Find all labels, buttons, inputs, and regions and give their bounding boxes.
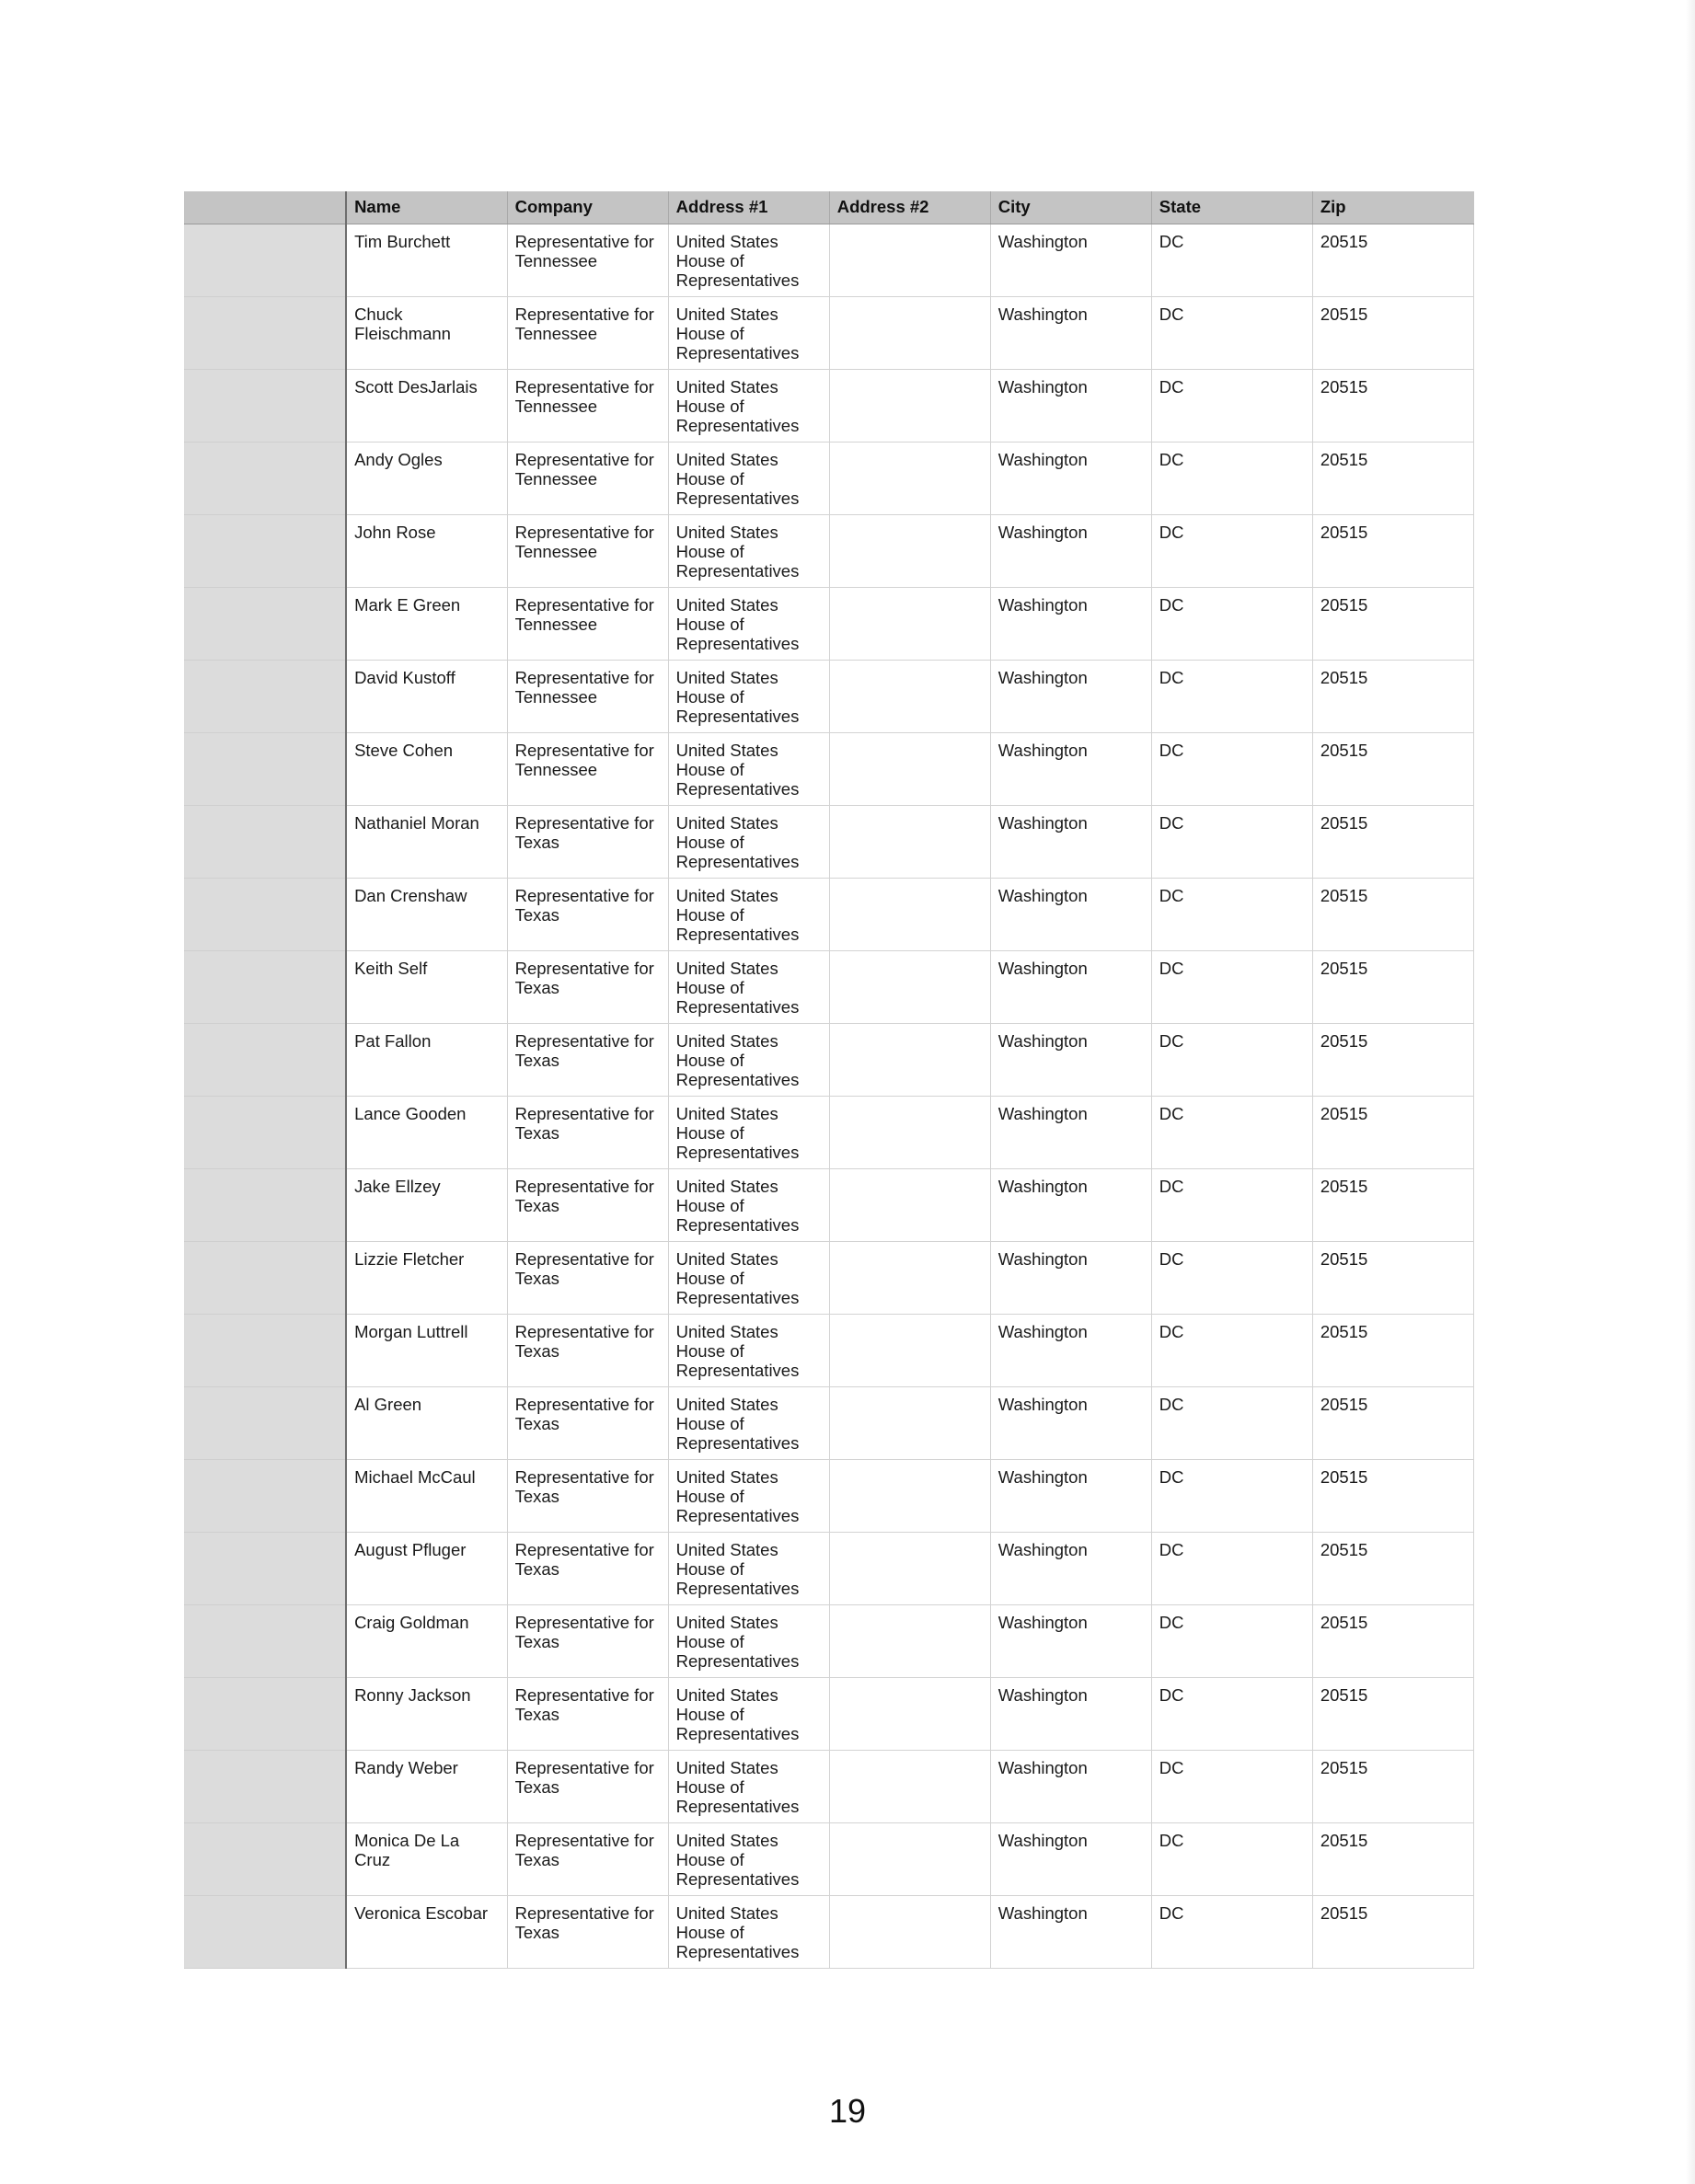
- cell-zip: 20515: [1312, 514, 1473, 587]
- cell-address2: [829, 1314, 990, 1386]
- cell-company: Representative for Tennessee: [507, 660, 668, 732]
- table-row: [184, 1532, 1474, 1604]
- cell-city: Washington: [990, 296, 1151, 369]
- cell-name: Chuck Fleischmann: [346, 296, 507, 369]
- cell-zip: 20515: [1312, 1895, 1473, 1968]
- cell-city: Washington: [990, 1096, 1151, 1168]
- cell-zip: 20515: [1312, 805, 1473, 878]
- cell-address1: United States House of Representatives: [668, 1459, 829, 1532]
- cell-city: Washington: [990, 878, 1151, 950]
- table-row: [184, 1895, 1474, 1968]
- table-row: [184, 514, 1474, 587]
- cell-name: Veronica Escobar: [346, 1895, 507, 1968]
- cell-name: Nathaniel Moran: [346, 805, 507, 878]
- cell-name: Craig Goldman: [346, 1604, 507, 1677]
- cell-name: Steve Cohen: [346, 732, 507, 805]
- cell-state: DC: [1151, 878, 1312, 950]
- table-row: [184, 296, 1474, 369]
- contacts-table: [184, 191, 1474, 1969]
- cell-zip: 20515: [1312, 1532, 1473, 1604]
- cell-address1: United States House of Representatives: [668, 1096, 829, 1168]
- cell-company: Representative for Tennessee: [507, 369, 668, 442]
- row-header-cell: [184, 1677, 346, 1750]
- row-header-cell: [184, 587, 346, 660]
- table-row: [184, 224, 1474, 296]
- cell-state: DC: [1151, 1604, 1312, 1677]
- cell-address1: United States House of Representatives: [668, 1168, 829, 1241]
- cell-zip: 20515: [1312, 442, 1473, 514]
- cell-zip: 20515: [1312, 1023, 1473, 1096]
- cell-address1: United States House of Representatives: [668, 369, 829, 442]
- table-row: [184, 878, 1474, 950]
- cell-city: Washington: [990, 1895, 1151, 1968]
- column-header-state: State: [1151, 191, 1312, 224]
- cell-state: DC: [1151, 1895, 1312, 1968]
- cell-address1: United States House of Representatives: [668, 805, 829, 878]
- cell-address1: United States House of Representatives: [668, 1532, 829, 1604]
- table-body: [184, 224, 1474, 1968]
- cell-company: Representative for Texas: [507, 1459, 668, 1532]
- cell-address2: [829, 1096, 990, 1168]
- cell-address1: United States House of Representatives: [668, 587, 829, 660]
- cell-zip: 20515: [1312, 1096, 1473, 1168]
- table-row: [184, 442, 1474, 514]
- cell-state: DC: [1151, 1168, 1312, 1241]
- cell-name: Jake Ellzey: [346, 1168, 507, 1241]
- cell-company: Representative for Tennessee: [507, 296, 668, 369]
- table-row: [184, 1096, 1474, 1168]
- row-header-cell: [184, 1023, 346, 1096]
- cell-address2: [829, 1677, 990, 1750]
- cell-address1: United States House of Representatives: [668, 224, 829, 296]
- cell-city: Washington: [990, 1604, 1151, 1677]
- page-edge-shadow: [1686, 0, 1695, 2184]
- column-header-address2: Address #2: [829, 191, 990, 224]
- cell-city: Washington: [990, 587, 1151, 660]
- cell-company: Representative for Texas: [507, 1023, 668, 1096]
- cell-name: Morgan Luttrell: [346, 1314, 507, 1386]
- cell-state: DC: [1151, 950, 1312, 1023]
- cell-address2: [829, 660, 990, 732]
- cell-address2: [829, 1168, 990, 1241]
- cell-address1: United States House of Representatives: [668, 878, 829, 950]
- cell-company: Representative for Tennessee: [507, 732, 668, 805]
- cell-address1: United States House of Representatives: [668, 442, 829, 514]
- row-header-cell: [184, 1386, 346, 1459]
- cell-address2: [829, 514, 990, 587]
- cell-address1: United States House of Representatives: [668, 1677, 829, 1750]
- row-header-cell: [184, 878, 346, 950]
- cell-address2: [829, 805, 990, 878]
- cell-state: DC: [1151, 1459, 1312, 1532]
- cell-company: Representative for Texas: [507, 950, 668, 1023]
- table-row: [184, 1604, 1474, 1677]
- cell-city: Washington: [990, 1023, 1151, 1096]
- cell-address1: United States House of Representatives: [668, 660, 829, 732]
- cell-company: Representative for Texas: [507, 1096, 668, 1168]
- row-header-cell: [184, 1096, 346, 1168]
- cell-address2: [829, 1532, 990, 1604]
- cell-state: DC: [1151, 514, 1312, 587]
- cell-address1: United States House of Representatives: [668, 1822, 829, 1895]
- table-row: [184, 369, 1474, 442]
- cell-state: DC: [1151, 1023, 1312, 1096]
- cell-zip: 20515: [1312, 1314, 1473, 1386]
- cell-company: Representative for Texas: [507, 1677, 668, 1750]
- cell-address2: [829, 224, 990, 296]
- cell-state: DC: [1151, 442, 1312, 514]
- cell-company: Representative for Tennessee: [507, 442, 668, 514]
- cell-company: Representative for Texas: [507, 1750, 668, 1822]
- cell-state: DC: [1151, 660, 1312, 732]
- cell-address1: United States House of Representatives: [668, 1604, 829, 1677]
- cell-zip: 20515: [1312, 1168, 1473, 1241]
- column-header-company: Company: [507, 191, 668, 224]
- cell-name: Lizzie Fletcher: [346, 1241, 507, 1314]
- cell-address2: [829, 732, 990, 805]
- cell-city: Washington: [990, 224, 1151, 296]
- cell-company: Representative for Texas: [507, 878, 668, 950]
- table-row: [184, 950, 1474, 1023]
- row-header-cell: [184, 805, 346, 878]
- cell-city: Washington: [990, 369, 1151, 442]
- row-header-cell: [184, 1459, 346, 1532]
- cell-zip: 20515: [1312, 1750, 1473, 1822]
- table-row: [184, 1168, 1474, 1241]
- row-header-corner: [184, 191, 346, 224]
- cell-address2: [829, 587, 990, 660]
- cell-name: Ronny Jackson: [346, 1677, 507, 1750]
- cell-zip: 20515: [1312, 587, 1473, 660]
- cell-address2: [829, 1822, 990, 1895]
- cell-name: Pat Fallon: [346, 1023, 507, 1096]
- table-row: [184, 1750, 1474, 1822]
- cell-name: Andy Ogles: [346, 442, 507, 514]
- cell-address2: [829, 369, 990, 442]
- cell-state: DC: [1151, 805, 1312, 878]
- cell-state: DC: [1151, 224, 1312, 296]
- cell-address1: United States House of Representatives: [668, 1386, 829, 1459]
- cell-zip: 20515: [1312, 1241, 1473, 1314]
- cell-zip: 20515: [1312, 660, 1473, 732]
- cell-state: DC: [1151, 1750, 1312, 1822]
- table-row: [184, 1822, 1474, 1895]
- cell-address2: [829, 878, 990, 950]
- row-header-cell: [184, 1314, 346, 1386]
- row-header-cell: [184, 1604, 346, 1677]
- cell-zip: 20515: [1312, 1604, 1473, 1677]
- cell-name: Monica De La Cruz: [346, 1822, 507, 1895]
- cell-address2: [829, 1459, 990, 1532]
- row-header-cell: [184, 1822, 346, 1895]
- cell-name: August Pfluger: [346, 1532, 507, 1604]
- cell-company: Representative for Tennessee: [507, 514, 668, 587]
- cell-state: DC: [1151, 1241, 1312, 1314]
- cell-name: David Kustoff: [346, 660, 507, 732]
- cell-company: Representative for Texas: [507, 1895, 668, 1968]
- row-header-cell: [184, 950, 346, 1023]
- column-header-zip: Zip: [1312, 191, 1473, 224]
- cell-address2: [829, 296, 990, 369]
- table-row: [184, 1677, 1474, 1750]
- cell-zip: 20515: [1312, 369, 1473, 442]
- cell-name: Randy Weber: [346, 1750, 507, 1822]
- cell-city: Washington: [990, 950, 1151, 1023]
- table-row: [184, 1241, 1474, 1314]
- cell-zip: 20515: [1312, 1677, 1473, 1750]
- table-row: [184, 805, 1474, 878]
- cell-zip: 20515: [1312, 1459, 1473, 1532]
- cell-name: Al Green: [346, 1386, 507, 1459]
- row-header-cell: [184, 1168, 346, 1241]
- cell-name: Dan Crenshaw: [346, 878, 507, 950]
- cell-name: John Rose: [346, 514, 507, 587]
- cell-address1: United States House of Representatives: [668, 296, 829, 369]
- cell-name: Keith Self: [346, 950, 507, 1023]
- cell-company: Representative for Tennessee: [507, 224, 668, 296]
- cell-city: Washington: [990, 1822, 1151, 1895]
- cell-city: Washington: [990, 732, 1151, 805]
- cell-address1: United States House of Representatives: [668, 1895, 829, 1968]
- cell-city: Washington: [990, 1241, 1151, 1314]
- row-header-cell: [184, 1895, 346, 1968]
- table-row: [184, 1023, 1474, 1096]
- row-header-cell: [184, 660, 346, 732]
- table-row: [184, 732, 1474, 805]
- cell-company: Representative for Texas: [507, 1386, 668, 1459]
- cell-address2: [829, 1386, 990, 1459]
- cell-city: Washington: [990, 1532, 1151, 1604]
- cell-city: Washington: [990, 1386, 1151, 1459]
- cell-address1: United States House of Representatives: [668, 514, 829, 587]
- cell-state: DC: [1151, 1677, 1312, 1750]
- column-header-address1: Address #1: [668, 191, 829, 224]
- cell-address1: United States House of Representatives: [668, 1023, 829, 1096]
- cell-company: Representative for Texas: [507, 805, 668, 878]
- cell-address2: [829, 442, 990, 514]
- cell-state: DC: [1151, 1822, 1312, 1895]
- cell-state: DC: [1151, 732, 1312, 805]
- row-header-cell: [184, 1241, 346, 1314]
- cell-name: Tim Burchett: [346, 224, 507, 296]
- cell-company: Representative for Texas: [507, 1604, 668, 1677]
- cell-address2: [829, 1241, 990, 1314]
- cell-city: Washington: [990, 1168, 1151, 1241]
- cell-zip: 20515: [1312, 1822, 1473, 1895]
- table-row: [184, 1459, 1474, 1532]
- cell-address1: United States House of Representatives: [668, 1314, 829, 1386]
- table-row: [184, 660, 1474, 732]
- cell-address2: [829, 1750, 990, 1822]
- cell-zip: 20515: [1312, 878, 1473, 950]
- cell-name: Mark E Green: [346, 587, 507, 660]
- cell-city: Washington: [990, 1314, 1151, 1386]
- page-number: 19: [828, 2092, 867, 2130]
- cell-name: Lance Gooden: [346, 1096, 507, 1168]
- cell-company: Representative for Tennessee: [507, 587, 668, 660]
- cell-state: DC: [1151, 1314, 1312, 1386]
- cell-address1: United States House of Representatives: [668, 1750, 829, 1822]
- cell-state: DC: [1151, 587, 1312, 660]
- cell-zip: 20515: [1312, 224, 1473, 296]
- cell-city: Washington: [990, 1750, 1151, 1822]
- cell-address2: [829, 1023, 990, 1096]
- cell-zip: 20515: [1312, 296, 1473, 369]
- cell-state: DC: [1151, 369, 1312, 442]
- cell-company: Representative for Texas: [507, 1241, 668, 1314]
- cell-address2: [829, 1604, 990, 1677]
- header-row: [184, 191, 1474, 224]
- row-header-cell: [184, 369, 346, 442]
- cell-state: DC: [1151, 1386, 1312, 1459]
- cell-state: DC: [1151, 1096, 1312, 1168]
- column-header-city: City: [990, 191, 1151, 224]
- cell-address2: [829, 1895, 990, 1968]
- table-row: [184, 1314, 1474, 1386]
- row-header-cell: [184, 732, 346, 805]
- cell-address1: United States House of Representatives: [668, 732, 829, 805]
- cell-name: Scott DesJarlais: [346, 369, 507, 442]
- cell-state: DC: [1151, 1532, 1312, 1604]
- row-header-cell: [184, 442, 346, 514]
- cell-zip: 20515: [1312, 732, 1473, 805]
- cell-company: Representative for Texas: [507, 1822, 668, 1895]
- row-header-cell: [184, 1532, 346, 1604]
- cell-address1: United States House of Representatives: [668, 950, 829, 1023]
- table-row: [184, 587, 1474, 660]
- cell-city: Washington: [990, 1459, 1151, 1532]
- cell-city: Washington: [990, 514, 1151, 587]
- cell-city: Washington: [990, 442, 1151, 514]
- cell-address2: [829, 950, 990, 1023]
- row-header-cell: [184, 514, 346, 587]
- cell-city: Washington: [990, 805, 1151, 878]
- cell-zip: 20515: [1312, 1386, 1473, 1459]
- row-header-cell: [184, 1750, 346, 1822]
- cell-city: Washington: [990, 1677, 1151, 1750]
- row-header-cell: [184, 224, 346, 296]
- cell-city: Washington: [990, 660, 1151, 732]
- cell-company: Representative for Texas: [507, 1532, 668, 1604]
- cell-company: Representative for Texas: [507, 1168, 668, 1241]
- cell-company: Representative for Texas: [507, 1314, 668, 1386]
- cell-state: DC: [1151, 296, 1312, 369]
- cell-name: Michael McCaul: [346, 1459, 507, 1532]
- cell-address1: United States House of Representatives: [668, 1241, 829, 1314]
- cell-zip: 20515: [1312, 950, 1473, 1023]
- table-header: [184, 191, 1474, 224]
- table-row: [184, 1386, 1474, 1459]
- row-header-cell: [184, 296, 346, 369]
- column-header-name: Name: [346, 191, 507, 224]
